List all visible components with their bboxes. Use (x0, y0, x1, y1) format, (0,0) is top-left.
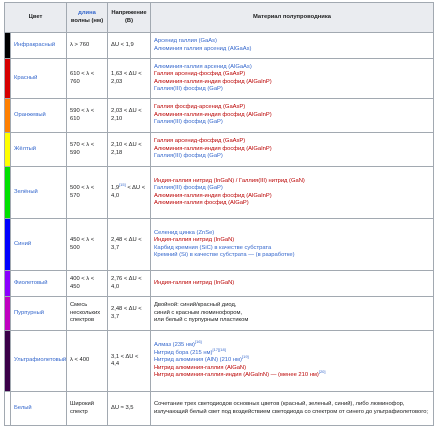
wavelength-cell: 450 < λ < 500 (67, 219, 108, 271)
material-cell (151, 331, 434, 392)
material-line[interactable]: Индия-галлия нитрид (InGaN) / Галлия(III) нитрид (GaN) (154, 177, 305, 184)
header-color: Цвет (5, 3, 67, 33)
wavelength-link[interactable]: длина (78, 10, 96, 17)
wavelength-cell: 610 < λ < 760 (67, 59, 108, 99)
color-name[interactable] (11, 331, 67, 392)
reference-link[interactable]: [15] (119, 182, 126, 188)
color-name[interactable] (11, 271, 67, 297)
table-row (5, 133, 434, 167)
voltage-cell: ΔU < 1,9 (108, 33, 151, 59)
material-line[interactable]: Нитрид бора (215 нм)[17][18] (154, 346, 226, 356)
color-name[interactable] (11, 99, 67, 133)
reference-link[interactable]: [17][18] (212, 346, 226, 352)
color-name[interactable] (11, 167, 67, 219)
material-line[interactable]: Селенид цинка (ZnSe) (154, 229, 215, 236)
color-name[interactable] (11, 59, 67, 99)
material-line[interactable]: Галлия(III) фосфид (GaP) (154, 85, 223, 92)
material-cell (151, 167, 434, 219)
voltage-cell: 2,76 < ΔU < 4,0 (108, 271, 151, 297)
material-line[interactable]: Алюминия-галлия арсенид (AlGaAs) (154, 63, 252, 70)
material-line[interactable]: Галлия(III) фосфид (GaP) (154, 185, 223, 192)
material-cell (151, 133, 434, 167)
wavelength-cell: 400 < λ < 450 (67, 271, 108, 297)
material-cell (151, 392, 434, 426)
material-line[interactable]: Галлия(III) фосфид (GaP) (154, 153, 223, 160)
material-line[interactable]: Алюминия-галлия фосфид (AlGaP) (154, 199, 249, 206)
color-name[interactable] (11, 133, 67, 167)
material-line[interactable]: Алюминия галлия арсенид (AlGaAs) (154, 45, 252, 52)
material-line[interactable]: Алмаз (235 нм)[16] (154, 339, 202, 349)
color-name-link[interactable]: Жёлтый (14, 145, 37, 152)
table-row (5, 33, 434, 59)
table-row (5, 99, 434, 133)
material-line[interactable]: Алюминия-галлия-индия фосфид (AlGaInP) (154, 192, 272, 199)
table-row (5, 297, 434, 331)
color-name[interactable] (11, 392, 67, 426)
wavelength-unit: волны (нм) (70, 17, 104, 24)
wavelength-cell: 570 < λ < 590 (67, 133, 108, 167)
material-cell (151, 33, 434, 59)
table-row (5, 271, 434, 297)
color-name-link[interactable]: Синий (14, 240, 32, 247)
reference-link[interactable]: [20] (318, 369, 326, 375)
color-name-link[interactable]: Пурпурный (14, 309, 45, 316)
material-cell (151, 271, 434, 297)
material-line[interactable]: Алюминия-галлия-индия фосфид (AlGaInP) (154, 111, 272, 118)
material-cell (151, 297, 434, 331)
material-line: синий с красным люминофором, (154, 309, 243, 316)
header-row (5, 3, 434, 33)
material-line: Двойной: синий/красный диод, (154, 302, 237, 309)
material-line[interactable]: Карбид кремния (SiC) в качестве субстрата (154, 244, 272, 251)
material-line[interactable]: Галлия арсенид-фосфид (GaAsP) (154, 71, 246, 78)
wavelength-cell: λ < 400 (67, 331, 108, 392)
voltage-cell: 2,03 < ΔU < 2,10 (108, 99, 151, 133)
voltage-cell: ΔU ≈ 3,5 (108, 392, 151, 426)
material-line[interactable]: Нитрид алюминия (AlN) (210 нм)[19] (154, 354, 249, 364)
material-line: Сочетание трех светодиодов основных цветов (красный, зеленый, синий), либо люминофор, излучающий белый свет под воздействием светодиода со спектром от синего до ультрафиолетового; (154, 401, 429, 415)
table-row (5, 219, 434, 271)
color-name-link[interactable]: Оранжевый (14, 111, 46, 118)
table-row (5, 167, 434, 219)
header-material: Материал полупроводника (151, 3, 434, 33)
color-name-link[interactable]: Ультрафиолетовый (14, 357, 67, 364)
material-cell (151, 99, 434, 133)
material-cell (151, 59, 434, 99)
voltage-cell: 1,9[15] < ΔU < 4,0 (108, 167, 151, 219)
color-name[interactable] (11, 297, 67, 331)
wavelength-cell: 500 < λ < 570 (67, 167, 108, 219)
color-name-link[interactable]: Красный (14, 74, 38, 81)
header-voltage: Напряжение (В) (108, 3, 151, 33)
material-line[interactable]: Алюминия-галлия-индия фосфид (AlGaInP) (154, 78, 272, 85)
material-line: или белый с пурпурным пластиком (154, 317, 249, 324)
material-line[interactable]: Индия-галлия нитрид (InGaN) (154, 237, 235, 244)
voltage-cell: 2,48 < ΔU < 3,7 (108, 297, 151, 331)
material-line[interactable]: Галлия(III) фосфид (GaP) (154, 119, 223, 126)
material-line[interactable]: Арсенид галлия (GaAs) (154, 38, 217, 45)
color-name-link[interactable]: Инфракрасный (14, 41, 56, 48)
material-cell (151, 219, 434, 271)
led-colors-table (4, 2, 434, 426)
color-name[interactable] (11, 33, 67, 59)
table-row (5, 392, 434, 426)
material-line[interactable]: Нитрид алюминия-галлия-индия (AlGaInN) — (менее 210 нм)[20] (154, 369, 326, 379)
material-line[interactable]: Индия-галлия нитрид (InGaN) (154, 279, 235, 286)
color-name-link[interactable]: Белый (14, 404, 32, 411)
voltage-cell: 2,48 < ΔU < 3,7 (108, 219, 151, 271)
material-line[interactable]: Галлия арсенид-фосфид (GaAsP) (154, 138, 246, 145)
wavelength-cell: Широкий спектр (67, 392, 108, 426)
wavelength-cell: 590 < λ < 610 (67, 99, 108, 133)
material-line[interactable]: Кремний (Si) в качестве субстрата — (в разработке) (154, 251, 295, 258)
wavelength-cell: Смесь нескольких спектров (67, 297, 108, 331)
reference-link[interactable]: [19] (241, 354, 249, 360)
material-line[interactable]: Алюминия-галлия-индия фосфид (AlGaInP) (154, 145, 272, 152)
voltage-cell: 3,1 < ΔU < 4,4 (108, 331, 151, 392)
material-line[interactable]: Нитрид алюминия-галлия (AlGaN) (154, 364, 247, 371)
material-line[interactable]: Галлия фосфид-арсенид (GaAsP) (154, 104, 246, 111)
header-wavelength[interactable] (67, 3, 108, 33)
wavelength-cell: λ > 760 (67, 33, 108, 59)
color-name-link[interactable]: Фиолетовый (14, 279, 48, 286)
reference-link[interactable]: [16] (195, 339, 202, 345)
table-row (5, 59, 434, 99)
voltage-cell: 2,10 < ΔU < 2,18 (108, 133, 151, 167)
color-name-link[interactable]: Зелёный (14, 188, 38, 195)
voltage-cell: 1,63 < ΔU < 2,03 (108, 59, 151, 99)
table-row (5, 331, 434, 392)
color-name[interactable] (11, 219, 67, 271)
